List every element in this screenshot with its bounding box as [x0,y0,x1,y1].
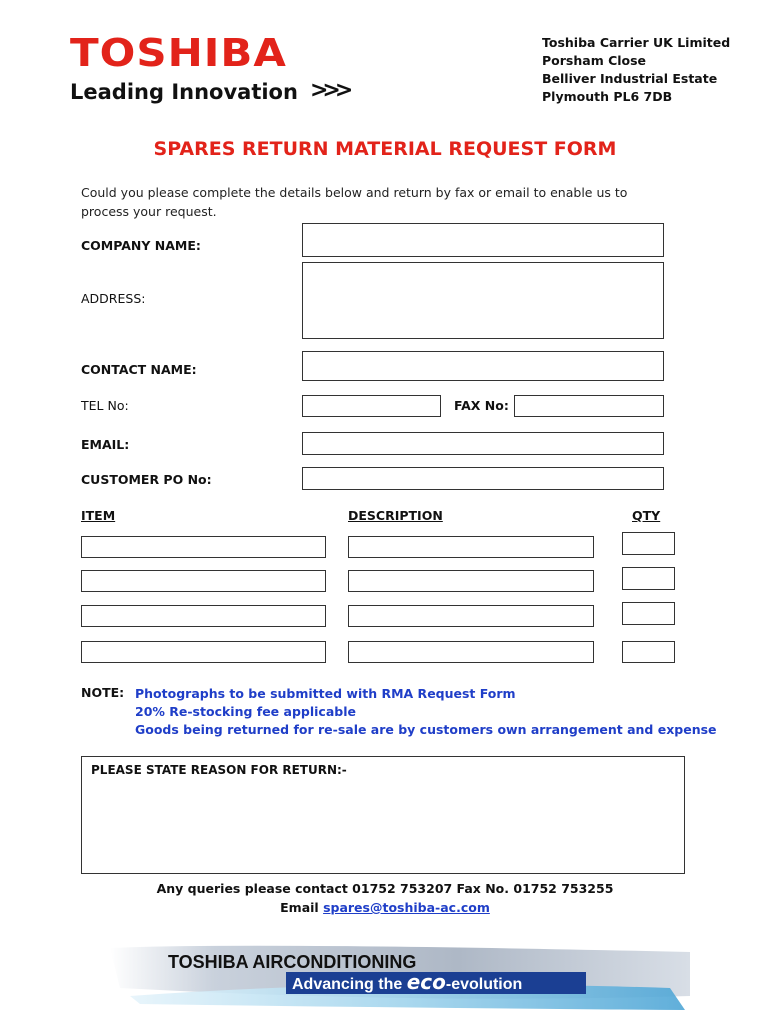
address-field[interactable] [302,262,664,339]
reason-for-return-label: PLEASE STATE REASON FOR RETURN:- [91,763,347,777]
description-column-header: DESCRIPTION [348,508,443,523]
email-label: EMAIL: [81,437,130,452]
note-line: Goods being returned for re-sale are by customers own arrangement and expense [135,722,717,737]
address-label: ADDRESS: [81,291,146,306]
qty-field[interactable] [622,641,675,663]
contact-line: Any queries please contact 01752 753207 Fax No. 01752 753255 [156,881,614,896]
email-line [0,900,770,915]
item-field[interactable] [81,536,326,558]
company-name-label: COMPANY NAME: [81,238,201,253]
qty-field[interactable] [622,532,675,555]
note-line: 20% Re-stocking fee applicable [135,704,356,719]
email-field[interactable] [302,432,664,455]
fax-field[interactable] [514,395,664,417]
email-prefix: Email [280,900,324,915]
form-title: SPARES RETURN MATERIAL REQUEST FORM [153,138,617,160]
contact-name-label: CONTACT NAME: [81,362,197,377]
qty-field[interactable] [622,602,675,625]
qty-column-header: QTY [632,508,661,523]
address-line: Porsham Close [542,53,647,68]
company-name-field[interactable] [302,223,664,257]
note-label: NOTE: [81,685,125,700]
banner-line2: Advancing the eco-evolution [292,970,523,994]
customer-po-label: CUSTOMER PO No: [81,472,212,487]
toshiba-airconditioning-banner [110,938,690,1012]
item-column-header: ITEM [81,508,116,523]
tagline: Leading Innovation [70,80,298,104]
note-text [135,685,717,739]
qty-field[interactable] [622,567,675,590]
description-field[interactable] [348,570,594,592]
tel-field[interactable] [302,395,441,417]
tel-label: TEL No: [81,398,129,413]
description-field[interactable] [348,605,594,627]
item-field[interactable] [81,641,326,663]
description-field[interactable] [348,641,594,663]
address-line: Toshiba Carrier UK Limited [542,35,731,50]
company-address-block [542,34,730,106]
banner-line1: TOSHIBA AIRCONDITIONING [168,952,417,972]
toshiba-logo: TOSHIBA [70,30,287,76]
fax-label: FAX No: [454,398,509,413]
description-field[interactable] [348,536,594,558]
note-line: Photographs to be submitted with RMA Request Form [135,686,516,701]
item-field[interactable] [81,605,326,627]
item-field[interactable] [81,570,326,592]
form-intro: Could you please complete the details below and return by fax or email to enable us to process your request. [81,185,628,219]
customer-po-field[interactable] [302,467,664,490]
tagline-arrows-icon: >>> [310,78,348,103]
address-line: Belliver Industrial Estate [542,71,718,86]
address-line: Plymouth PL6 7DB [542,89,673,104]
contact-name-field[interactable] [302,351,664,381]
email-link[interactable]: spares@toshiba-ac.com [323,900,490,915]
